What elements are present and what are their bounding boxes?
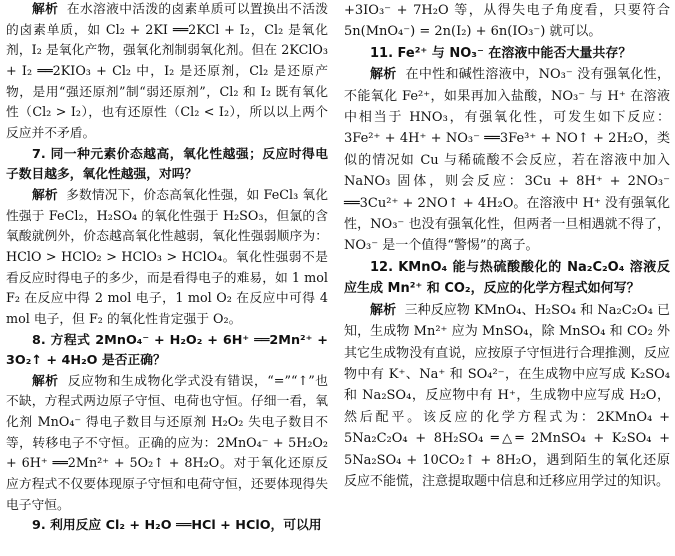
continued-text: +3IO₃⁻ + 7H₂O 等，从得失电子角度看，只要符合 5n(MnO₄⁻) = 2n(I₂) + 6n(IO₃⁻) 就可以。 bbox=[344, 3, 670, 40]
analysis-text: 三种反应物 KMnO₄、H₂SO₄ 和 Na₂C₂O₄ 已知，生成物 Mn²⁺ 应为 MnSO₄，除 MnSO₄ 和 CO₂ 外其它生成物没有直说，应按原子守恒进行合理推测，反应物中有 K⁺、Na⁺ 和 SO₄²⁻，在生成物中应写成 K₂SO₄ 和 Na₂SO₄，反应物中有 H⁺，生成物中应写成 H₂O，然后配平。该反应的化学方程式为：2KMnO₄ + 5Na₂C₂O₄ + 8H₂SO₄ ═△═ 2MnSO₄ + K₂SO₄ + 5Na₂SO₄ + 10CO₂↑ + 8H₂O，遇到陌生的氧化还原反应不能慌，注意提取题中信息和迁移应用学过的知识。 bbox=[344, 302, 670, 489]
answer-7 bbox=[6, 186, 328, 331]
analysis-text: 反应物和生成物化学式没有错误，“=”“↑”也不缺，方程式两边原子守恒、电荷也守恒。仔细一看，氧化剂 MnO₄⁻ 得电子数目与还原剂 H₂O₂ 失电子数目不等，转移电子不守恒。正确的应为：2MnO₄⁻ + 5H₂O₂ + 6H⁺ ══2Mn²⁺ + 5O₂↑ + 8H₂O。对于氧化还原反应方程式不仅要体现原子守恒和电荷守恒，还要体现得失电子守恒。 bbox=[6, 373, 329, 513]
right-column bbox=[344, 0, 670, 492]
question-11: 11. Fe²⁺ 与 NO₃⁻ 在溶液中能否大量共存？ bbox=[370, 45, 632, 61]
analysis-label: 解析 bbox=[32, 2, 59, 17]
question-7: 7. 同一种元素价态越高，氧化性越强；反应时得电子数目越多，氧化性越强，对吗？ bbox=[6, 146, 328, 183]
analysis-label: 解析 bbox=[32, 187, 58, 203]
question-9: 9. 利用反应 Cl₂ + H₂O ══HCl + HClO，可以用 bbox=[32, 518, 322, 534]
analysis-label: 解析 bbox=[32, 373, 59, 389]
left-column bbox=[6, 0, 328, 537]
analysis-label: 解析 bbox=[370, 302, 397, 318]
question-12: 12. KMnO₄ 能与热硫酸酸化的 Na₂C₂O₄ 溶液反应生成 Mn²⁺ 和 CO₂，反应的化学方程式如何写？ bbox=[344, 259, 670, 297]
answer-12 bbox=[344, 300, 670, 493]
analysis-text: 多数情况下，价态高氧化性强，如 FeCl₃ 氧化性强于 FeCl₂，H₂SO₄ 的氧化性强于 H₂SO₃，但氯的含氧酸就例外，价态越高氧化性越弱，氧化性强弱顺序为：HClO > HClO₂ > HClO₃ > HClO₄。氧化性强弱不是看反应时得电子的多少，而是看得电子的难易，如 1 mol F₂ 在反应中得 2 mol 电子，1 mol O₂ 在反应中可得 4 mol 电子，但 F₂ 的氧化性肯定强于 O₂。 bbox=[6, 187, 328, 327]
analysis-text: 在中性和碱性溶液中，NO₃⁻ 没有强氧化性，不能氧化 Fe²⁺，如果再加入盐酸，NO₃⁻ 与 H⁺ 在溶液中相当于 HNO₃，有强氧化性，可发生如下反应：3Fe²⁺ + 4H⁺ + NO₃⁻ ══3Fe³⁺ + NO↑ + 2H₂O，类似的情况如 Cu 与稀硫酸不会反应，若在溶液中加入 NaNO₃ 固体，则会反应：3Cu + 8H⁺ + 2NO₃⁻ ══3Cu²⁺ + 2NO↑ + 4H₂O。在溶液中 H⁺ 没有强氧化性，NO₃⁻ 也没有强氧化性，但两者一旦相遇就不得了，NO₃⁻ 是一个值得“警惕”的离子。 bbox=[344, 67, 670, 254]
question-8: 8. 方程式 2MnO₄⁻ + H₂O₂ + 6H⁺ ══2Mn²⁺ + 3O₂↑ + 4H₂O 是否正确？ bbox=[6, 332, 328, 369]
analysis-text: 在水溶液中活泼的卤素单质可以置换出不活泼的卤素单质，如 Cl₂ + 2KI ══2KCl + I₂，Cl₂ 是氧化剂，I₂ 是氧化产物，强氧化剂制弱氧化剂。但在 2KClO₃ + I₂ ══2KIO₃ + Cl₂ 中，I₂ 是还原剂，Cl₂ 是还原产物，是用“强还原剂”制“弱还原剂”，Cl₂ 和 I₂ 既有氧化性（Cl₂ > I₂），也有还原性（Cl₂ < I₂），所以以上两个反应并不矛盾。 bbox=[6, 2, 329, 141]
answer-8 bbox=[6, 372, 328, 517]
answer-11 bbox=[344, 64, 670, 257]
paragraph-halogen bbox=[6, 0, 328, 145]
analysis-label: 解析 bbox=[370, 67, 397, 83]
